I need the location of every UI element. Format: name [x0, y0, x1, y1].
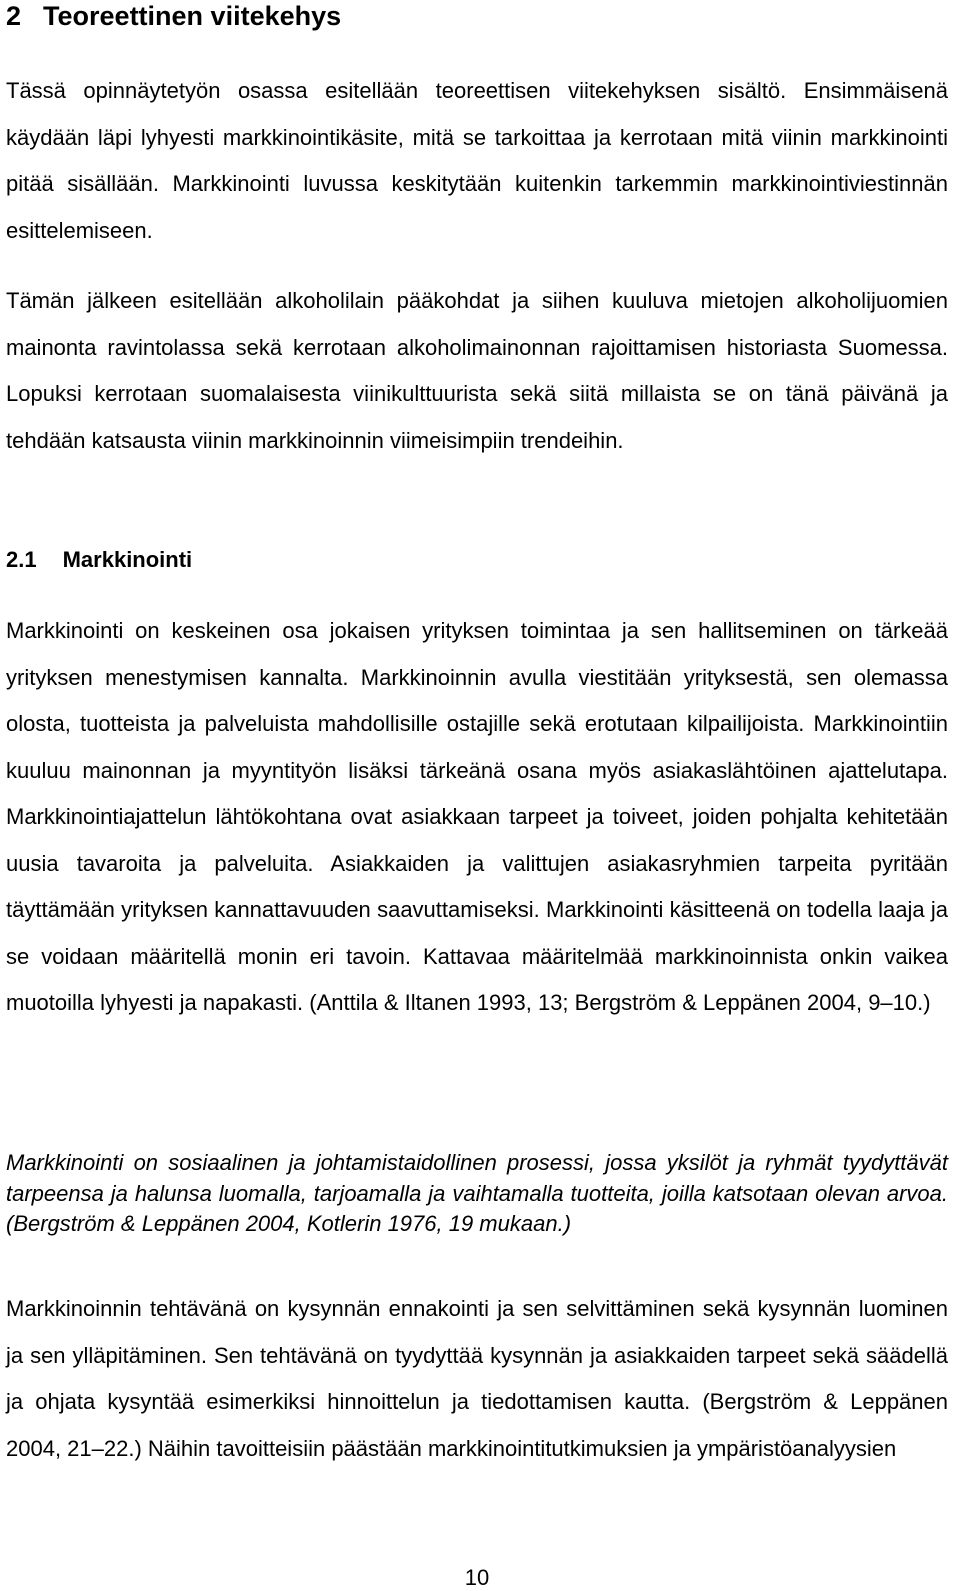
chapter-number: 2	[6, 1, 22, 31]
paragraph-tasks: Markkinoinnin tehtävänä on kysynnän ennakointi ja sen selvittäminen sekä kysynnän luominen ja sen ylläpitäminen. Sen tehtävänä on tyydyttää kysynnän ja asiakkaiden tarpeet sekä säädellä ja ohjata kysyntää esimerkiksi hinnoittelun ja tiedottamisen kautta. (Bergström & Leppänen 2004, 21–22.) Näihin tavoitteisiin päästään markkinointitutkimuksien ja ympäristöanalyysien	[6, 1296, 948, 1461]
section-title: Markkinointi	[62, 547, 193, 572]
section-number: 2.1	[6, 547, 37, 572]
paragraph-intro: Tässä opinnäytetyön osassa esitellään teoreettisen viitekehyksen sisältö. Ensimmäisenä käydään läpi lyhyesti markkinointikäsite, mitä se tarkoittaa ja kerrotaan mitä viinin markkinointi pitää sisällään. Markkinointi luvussa keskitytään kuitenkin tarkemmin markkinointiviestinnän esittelemiseen.	[6, 78, 948, 243]
paragraph-marketing: Markkinointi on keskeinen osa jokaisen yrityksen toimintaa ja sen hallitseminen on tärkeää yrityksen menestymisen kannalta. Markkinoinnin avulla viestitään yrityksestä, sen olemassa olosta, tuotteista ja palveluista mahdollisille ostajille sekä erotutaan kilpailijoista. Markkinointiin kuuluu mainonnan ja myyntityön lisäksi tärkeänä osana myös asiakaslähtöinen ajattelutapa. Markkinointiajattelun lähtökohtana ovat asiakkaan tarpeet ja toiveet, joiden pohjalta kehitetään uusia tavaroita ja palveluita. Asiakkaiden ja valittujen asiakasryhmien tarpeita pyritään täyttämään yrityksen kannattavuuden saavuttamiseksi. Markkinointi käsitteenä on todella laaja ja se voidaan määritellä monin eri tavoin. Kattavaa määritelmää markkinoinnista onkin vaikea muotoilla lyhyesti ja napakasti. (Anttila & Iltanen 1993, 13; Bergström & Leppänen 2004, 9–10.)	[6, 618, 948, 1015]
paragraph-overview: Tämän jälkeen esitellään alkoholilain pääkohdat ja siihen kuuluva mietojen alkoholijuomien mainonta ravintolassa sekä kerrotaan alkoholimainonnan rajoittamisen historiasta Suomessa. Lopuksi kerrotaan suomalaisesta viinikulttuurista sekä siitä millaista se on tänä päivänä ja tehdään katsausta viinin markkinoinnin viimeisimpiin trendeihin.	[6, 288, 948, 453]
definition-quote: Markkinointi on sosiaalinen ja johtamistaidollinen prosessi, jossa yksilöt ja ryhmät tyydyttävät tarpeensa ja halunsa luomalla, tarjoamalla ja vaihtamalla tuotteita, joilla katsotaan olevan arvoa. (Bergström & Leppänen 2004, Kotlerin 1976, 19 mukaan.)	[6, 1150, 948, 1236]
section-heading	[6, 545, 192, 575]
page-number: 10	[464, 1565, 490, 1590]
chapter-heading	[6, 0, 341, 32]
chapter-title: Teoreettinen viitekehys	[43, 1, 342, 31]
